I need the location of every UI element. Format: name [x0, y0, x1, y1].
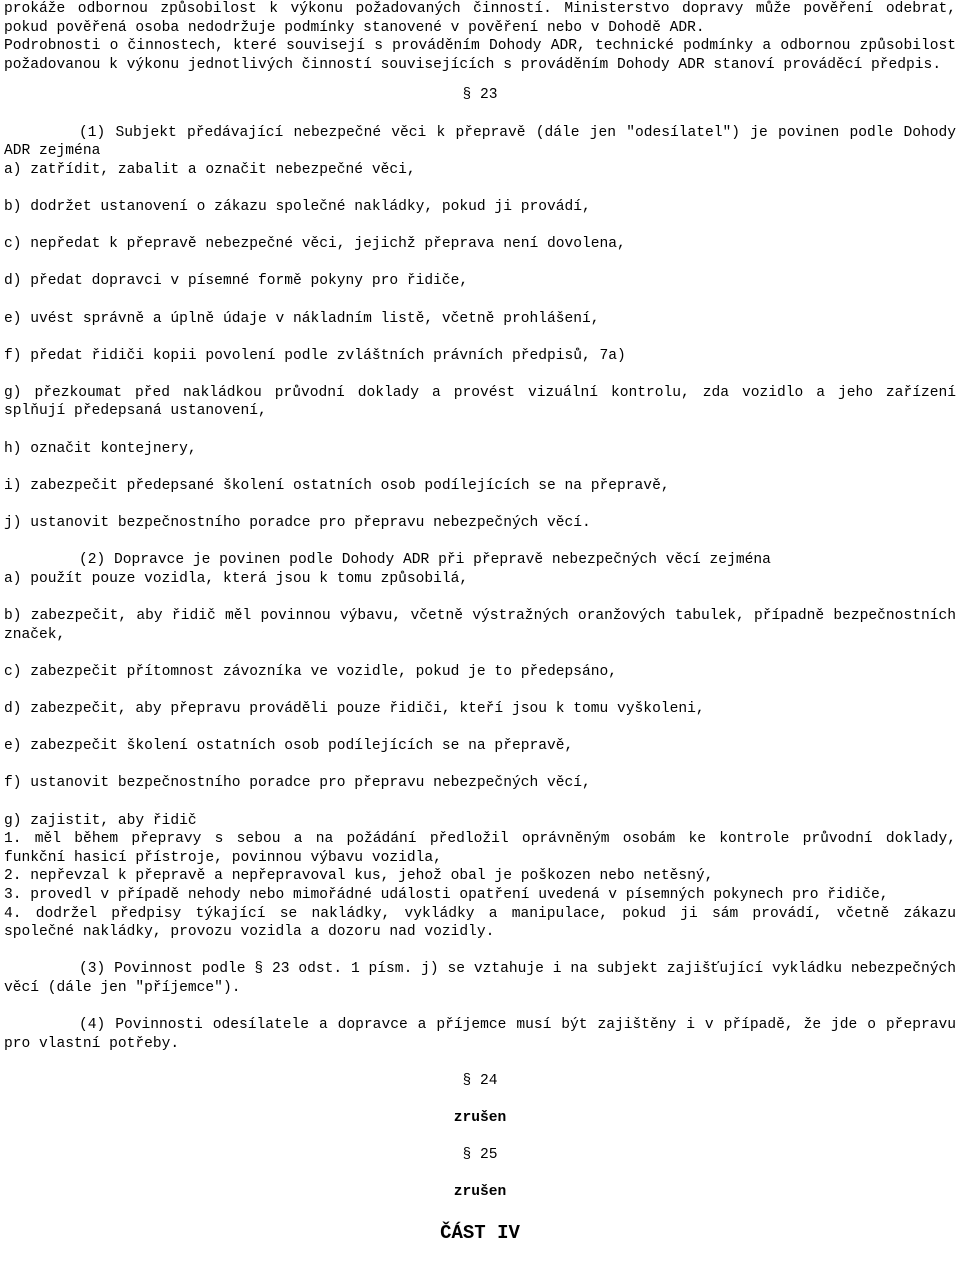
- section-25-heading: § 25: [462, 1147, 498, 1164]
- s23-p2-item-a: a) použít pouze vozidla, která jsou k tomu způsobilá,: [4, 570, 469, 587]
- s23-p2-lead: (2) Dopravce je povinen podle Dohody ADR při přepravě nebezpečných věcí zejména: [79, 552, 771, 569]
- s23-p1-item-e: e) uvést správně a úplně údaje v nákladním listě, včetně prohlášení,: [4, 310, 600, 327]
- s23-p1-lead: (1) Subjekt předávající nebezpečné věci k přepravě (dále jen "odesílatel") je povinen podle Dohody ADR zejména: [4, 124, 956, 160]
- s23-p1-item-g: g) přezkoumat před nakládkou průvodní doklady a provést vizuální kontrolu, zda vozidlo a jeho zařízení splňují předepsaná ustanovení,: [4, 384, 956, 420]
- s23-p2-item-g: g) zajistit, aby řidič: [4, 812, 197, 829]
- s23-p3: (3) Povinnost podle § 23 odst. 1 písm. j) se vztahuje i na subjekt zajišťující vykládku nebezpečných věcí (dále jen "příjemce").: [4, 961, 956, 996]
- section-23-heading: § 23: [462, 87, 498, 104]
- s23-p2-item-b: b) zabezpečit, aby řidič měl povinnou výbavu, včetně výstražných oranžových tabulek, případně bezpečnostních značek,: [4, 608, 956, 643]
- s23-p1-item-j: j) ustanovit bezpečnostního poradce pro přepravu nebezpečných věcí.: [4, 515, 591, 532]
- s23-p1-item-b: b) dodržet ustanovení o zákazu společné nakládky, pokud ji provádí,: [4, 198, 591, 215]
- intro-text-1: prokáže odbornou způsobilost k výkonu požadovaných činností. Ministerstvo dopravy může pověření odebrat, pokud pověřená osoba nedodržuje podmínky stanovené v pověření nebo v Dohodě ADR.: [4, 1, 956, 36]
- s23-p2-g-item-2: 2. nepřevzal k přepravě a nepřepravoval kus, jehož obal je poškozen nebo netěsný,: [4, 868, 714, 885]
- s23-p2-g-item-1: 1. měl během přepravy s sebou a na požádání předložil oprávněným osobám ke kontrole průvodní doklady, funkční hasicí přístroje, povinnou výbavu vozidla,: [4, 831, 956, 866]
- section-24-status: zrušen: [453, 1110, 507, 1127]
- section-24-heading: § 24: [462, 1072, 498, 1089]
- s23-p2-item-d: d) zabezpečit, aby přepravu prováděli pouze řidiči, kteří jsou k tomu vyškoleni,: [4, 700, 705, 717]
- s23-p1-item-h: h) označit kontejnery,: [4, 440, 197, 457]
- section-25-status: zrušen: [453, 1184, 507, 1201]
- s23-p2-item-e: e) zabezpečit školení ostatních osob podílejících se na přepravě,: [4, 738, 574, 755]
- s23-p2-item-f: f) ustanovit bezpečnostního poradce pro přepravu nebezpečných věcí,: [4, 775, 591, 792]
- s23-p1-item-f: f) předat řidiči kopii povolení podle zvláštních právních předpisů, 7a): [4, 347, 626, 364]
- intro-text-2: Podrobnosti o činnostech, které souvisejí s prováděním Dohody ADR, technické podmínky a odbornou způsobilost požadovanou k výkonu jednotlivých činností souvisejících s prováděním Dohody ADR stanoví prováděcí předpis.: [4, 38, 956, 73]
- s23-p2-item-c: c) zabezpečit přítomnost závozníka ve vozidle, pokud je to předepsáno,: [4, 663, 618, 680]
- s23-p1-item-a: a) zatřídit, zabalit a označit nebezpečné věci,: [4, 161, 416, 178]
- s23-p4: (4) Povinnosti odesílatele a dopravce a příjemce musí být zajištěny i v případě, že jde o přepravu pro vlastní potřeby.: [4, 1017, 956, 1052]
- s23-p1-item-i: i) zabezpečit předepsané školení ostatních osob podílejících se na přepravě,: [4, 477, 670, 494]
- s23-p2-g-item-3: 3. provedl v případě nehody nebo mimořádné události opatření uvedená v písemných pokynech pro řidiče,: [4, 886, 889, 903]
- part-title: ČÁST IV: [440, 1221, 520, 1244]
- s23-p1-item-d: d) předat dopravci v písemné formě pokyny pro řidiče,: [4, 273, 469, 290]
- s23-p2-g-item-4: 4. dodržel předpisy týkající se nakládky, vykládky a manipulace, pokud ji sám provádí, včetně zákazu společné nakládky, provozu vozidla a dozoru nad vozidly.: [4, 905, 956, 941]
- s23-p1-item-c: c) nepředat k přepravě nebezpečné věci, jejichž přeprava není dovolena,: [4, 236, 626, 253]
